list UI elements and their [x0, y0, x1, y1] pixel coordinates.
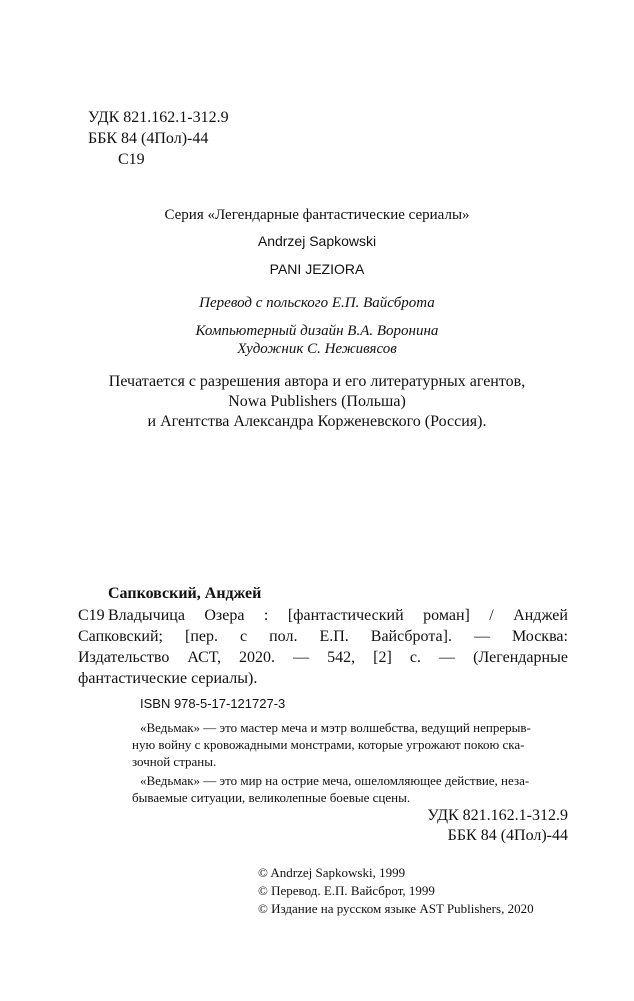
bib-record [78, 605, 568, 689]
annotation-p2-line2: бываемые ситуации, великолепные боевые сцены. [132, 790, 411, 805]
design-credit: Компьютерный дизайн В.А. Воронина [195, 323, 439, 339]
series-line: Серия «Легендарные фантастические сериалы» [164, 207, 470, 223]
bib-line-1: Владычица Озера : [фантастический роман] / Анджей [108, 607, 568, 624]
copyright-edition: © Издание на русском языке AST Publishers, 2020 [258, 901, 534, 916]
bib-author-heading: Сапковский, Анджей [108, 585, 262, 602]
bib-code: С19 [78, 607, 105, 624]
isbn: ISBN 978-5-17-121727-3 [140, 696, 286, 711]
bbk-code-bottom: ББК 84 (4Пол)-44 [447, 827, 568, 844]
permission-line-2: Nowa Publishers (Польша) [228, 393, 406, 410]
original-title: PANI JEZIORA [269, 261, 365, 277]
copyright-author: © Andrzej Sapkowski, 1999 [258, 865, 406, 880]
udk-code-top: УДК 821.162.1-312.9 [88, 109, 229, 126]
bib-line-3: Издательство АСТ, 2020. — 542, [2] с. — (Легендарные [78, 649, 568, 666]
permission-line-3: и Агентства Александра Корженевского (Россия). [147, 413, 487, 430]
copyright-translation: © Перевод. Е.П. Вайсброт, 1999 [258, 883, 435, 898]
translation-credit: Перевод с польского Е.П. Вайсброта [199, 295, 435, 311]
bbk-code-top: ББК 84 (4Пол)-44 [88, 130, 209, 147]
annotation-p1-line2: ную войну с кровожадными монстрами, которые угрожают покою ска- [132, 737, 525, 752]
annotation-p1-line1: «Ведьмак» — это мастер меча и мэтр волшебства, ведущий непрерыв- [140, 720, 531, 735]
udk-code-bottom: УДК 821.162.1-312.9 [427, 807, 568, 824]
artist-credit: Художник С. Неживясов [237, 341, 397, 357]
annotation-p2-line1: «Ведьмак» — это мир на острие меча, ошеломляющее действие, неза- [140, 773, 530, 788]
original-author: Andrzej Sapkowski [257, 233, 377, 249]
bib-line-4: фантастические сериалы). [78, 670, 258, 687]
bib-line-2: Сапковский; [пер. с пол. Е.П. Вайсброта]. — Москва: [78, 628, 568, 645]
annotation-p1-line3: зочной страны. [132, 754, 217, 769]
permission-line-1: Печатается с разрешения автора и его литературных агентов, [108, 373, 526, 390]
annotation [132, 719, 568, 806]
author-sign-top: С19 [118, 151, 145, 168]
